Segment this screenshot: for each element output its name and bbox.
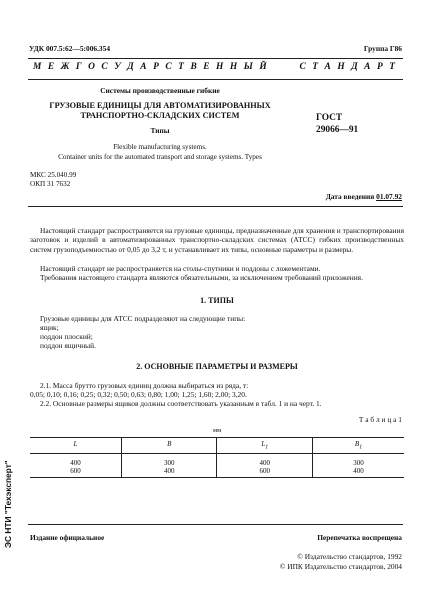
table-cell: 400 [121, 467, 217, 478]
section-2-heading: 2. ОСНОВНЫЕ ПАРАМЕТРЫ И РАЗМЕРЫ [136, 362, 298, 371]
english-title-line-2: Container units for the automated transport and storage systems. Types [58, 153, 262, 161]
mass-series: 0,05; 0,10; 0,16; 0,25; 0,32; 0,50; 0,63; 0,80; 1,00; 1,25; 1,60; 2,00; 3,20. [30, 390, 247, 399]
intro-paragraph-3: Требования настоящего стандарта являются обязательными, за исключением требований приложения. [40, 273, 363, 282]
english-title-line-1: Flexible manufacturing systems. [113, 143, 207, 151]
copyright-2004: © ИПК Издательство стандартов, 2004 [279, 562, 402, 571]
official-edition: Издание официальное [30, 533, 105, 542]
udc-code: УДК 007.5:62—5:006.354 [29, 44, 111, 53]
side-stamp: ЭС НТИ "Техэксперт" [3, 460, 13, 548]
subtitle-types: Типы [150, 126, 170, 135]
table-cell: 400 [217, 454, 313, 468]
group-code: Группа Г86 [363, 44, 402, 53]
mks-code: МКС 25.040.99 [30, 171, 77, 179]
dimensions-table [30, 437, 404, 478]
section-1-lead: Грузовые единицы для АТСС подразделяют на следующие типы: [40, 314, 246, 323]
list-item: ящик; [40, 323, 59, 332]
okp-code: ОКП 31 7632 [30, 180, 71, 188]
table-cell: 300 [121, 454, 217, 468]
paragraph-2-2: 2.2. Основные размеры ящиков должны соответствовать указанным в табл. 1 и на черт. 1. [40, 399, 322, 408]
table-header-row [30, 438, 404, 454]
table-header-cell: B [121, 438, 217, 454]
gost-number: 29066—91 [316, 125, 359, 135]
title-line-1: ГРУЗОВЫЕ ЕДИНИЦЫ ДЛЯ АВТОМАТИЗИРОВАННЫХ [49, 101, 271, 110]
header-rule-bottom [28, 79, 403, 80]
footer-rule [28, 524, 403, 525]
table-cell: 400 [70, 459, 81, 467]
table-cell: 300 [313, 454, 404, 468]
interstate-standard-banner: М Е Ж Г О С У Д А Р С Т В Е Н Н Ы Й С Т А Н Д А Р Т [33, 62, 395, 72]
table-header-cell: $L_1$ [217, 438, 313, 454]
title-block-rule [28, 206, 403, 207]
table-cell: 600 [217, 467, 313, 478]
list-item: поддон плоский; [40, 332, 93, 341]
system-name: Системы производственные гибкие [100, 86, 220, 95]
effective-date-label: Дата введения [325, 192, 375, 201]
table-cell: 400 [313, 467, 404, 478]
intro-paragraph-2: Настоящий стандарт не распространяется на столы-спутники и поддоны с ложементами. [40, 264, 321, 273]
intro-paragraph-1: Настоящий стандарт распространяется на грузовые единицы, предназначенные для хранения и транспортирования заготовок и изделий в автоматизированных транспортно-складских системах (АТСС) гибких производственных систем грузоподъемностью от 0,05 до 3,2 т, и устанавливает их типы, основные параметры и размеры. [30, 226, 404, 254]
section-1-heading: 1. ТИПЫ [200, 296, 234, 305]
table-row [30, 454, 404, 468]
effective-date [326, 192, 402, 201]
copyright-1992: © Издательство стандартов, 1992 [297, 552, 402, 561]
table-header-cell: $B_1$ [313, 438, 404, 454]
list-item: поддон ящичный. [40, 341, 96, 350]
table-row [30, 467, 404, 478]
header-rule-top [28, 58, 403, 59]
table-header-cell: L [30, 438, 121, 454]
title-line-2: ТРАНСПОРТНО-СКЛАДСКИХ СИСТЕМ [80, 111, 240, 120]
table-caption: Т а б л и ц а 1 [358, 415, 402, 424]
table-unit: мм [212, 427, 222, 434]
paragraph-2-1: 2.1. Масса брутто грузовых единиц должна выбираться из ряда, т: [40, 381, 249, 390]
table-cell: 600 [30, 467, 121, 478]
effective-date-value: 01.07.92 [376, 192, 402, 201]
gost-label: ГОСТ [316, 113, 343, 123]
reprint-prohibited: Перепечатка воспрещена [317, 533, 402, 542]
